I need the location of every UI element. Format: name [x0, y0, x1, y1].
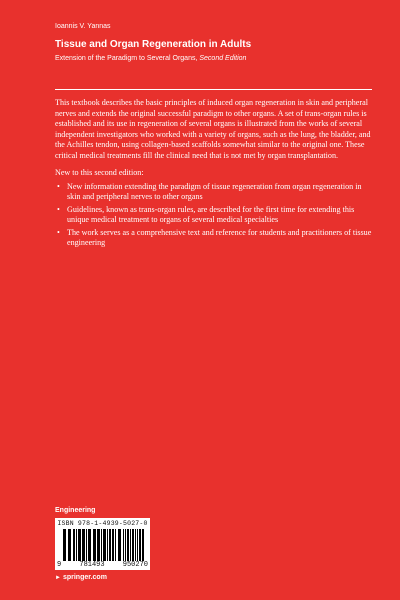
barcode [55, 518, 150, 570]
book-title: Tissue and Organ Regeneration in Adults [55, 39, 252, 50]
barcode-bar [86, 529, 87, 561]
header-divider [55, 89, 372, 90]
barcode-bar [115, 529, 116, 561]
subject-label: Engineering [55, 507, 96, 514]
publisher-url: springer.com [62, 574, 107, 581]
barcode-bar [105, 529, 106, 561]
list-item: • The work serves as a comprehensive text and reference for students and practitioners of tissue engineering [55, 228, 373, 249]
header [55, 22, 375, 64]
barcode-bar [90, 529, 91, 561]
book-subtitle [55, 54, 375, 64]
arrow-icon: ► [55, 575, 61, 581]
barcode-bar [76, 529, 77, 561]
barcode-digits [55, 561, 150, 570]
subtitle-main: Extension of the Paradigm to Several Organs, [55, 55, 200, 62]
barcode-bar [125, 529, 126, 561]
barcode-bar [143, 529, 144, 561]
barcode-bar [113, 529, 114, 561]
feature-list [55, 182, 373, 249]
barcode-bar [65, 529, 66, 561]
barcode-bar [133, 529, 134, 561]
barcode-bar [120, 529, 121, 561]
new-edition-heading: New to this second edition: [55, 168, 144, 177]
barcode-digit-group-2: 950270 [122, 561, 148, 569]
subtitle-edition: Second Edition [199, 55, 247, 62]
list-item: • New information extending the paradigm of tissue regeneration from organ regeneration in skin and peripheral nerves to other organs [55, 182, 373, 203]
list-item: • Guidelines, known as trans-organ rules, are described for the first time for extending this unique medical treatment to organs of several medical specialties [55, 205, 373, 226]
barcode-bar [128, 529, 129, 561]
barcode-bar [70, 529, 71, 561]
description [55, 98, 373, 251]
description-paragraph: This textbook describes the basic principles of induced organ regeneration in skin and peripheral nerves and extends the original successful paradigm to other organs. A set of trans-organ rules is established and its use in regeneration of several organs is illustrated from the works of several independent investigators who worked with a variety of organs, such as the lung, the bladder, and the Achilles tendon, using collagen-based scaffolds somewhat similar to the original one. These critical medical treatments fill the clinical need that is not met by organ transplantation. [55, 98, 371, 160]
barcode-bar [98, 529, 99, 561]
barcode-digit-group-1: 781493 [79, 561, 105, 569]
isbn-text: ISBN 978-1-4939-5027-0 [57, 520, 148, 527]
barcode-bar [74, 529, 75, 561]
author-name: Ioannis V. Yannas [55, 23, 111, 30]
barcode-bars [63, 529, 145, 561]
barcode-digit-prefix: 9 [57, 561, 62, 569]
publisher-link[interactable] [55, 574, 107, 581]
